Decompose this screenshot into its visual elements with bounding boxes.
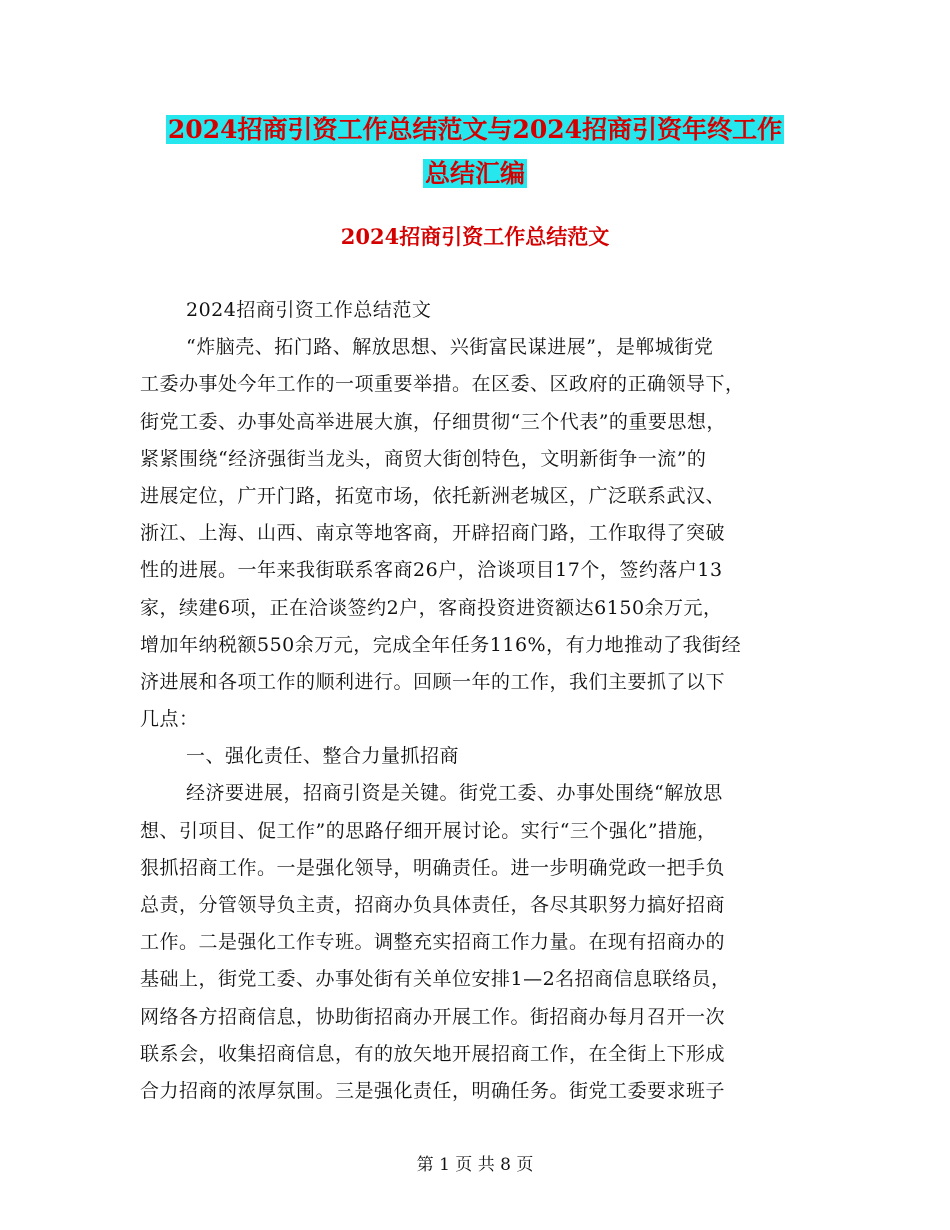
document-title-text-2: 总结汇编: [424, 159, 525, 188]
text-line: 基础上，街党工委、办事处街有关单位安排1—2名招商信息联络员，: [140, 968, 731, 991]
text-line: 总责，分管领导负主责，招商办负具体责任，各尽其职努力搞好招商: [140, 894, 726, 916]
text-line: 工作。二是强化工作专班。调整充实招商工作力量。在现有招商办的: [140, 931, 726, 954]
text-line: 联系会，收集招商信息，有的放矢地开展招商工作，在全街上下形成: [140, 1042, 726, 1065]
text-line: 想、引项目、促工作”的思路仔细开展讨论。实行“三个强化”措施，: [140, 819, 717, 842]
text-line: 济进展和各项工作的顺利进行。回顾一年的工作，我们主要抓了以下: [140, 670, 726, 693]
text-line: “炸脑壳、拓门路、解放思想、兴街富民谋进展”，是郸城街党: [186, 336, 714, 359]
page-footer: 第 1 页 共 8 页: [416, 1155, 534, 1175]
text-line: 增加年纳税额550余万元，完成全年任务116%，有力地推动了我街经: [140, 633, 742, 656]
text-line: 几点：: [140, 708, 199, 731]
text-line: 狠抓招商工作。一是强化领导，明确责任。进一步明确党政一把手负: [140, 856, 726, 879]
text-line: 家，续建6项，正在洽谈签约2户，客商投资进资额达6150余万元，: [140, 596, 723, 619]
text-line: 经济要进展，招商引资是关键。街党工委、办事处围绕“解放思: [186, 782, 723, 805]
document-title-text-1: 2024招商引资工作总结范文与2024招商引资年终工作: [167, 115, 783, 144]
text-line: 网络各方招商信息，协助街招商办开展工作。街招商办每月召开一次: [140, 1005, 726, 1028]
section-heading: 2024招商引资工作总结范文: [340, 224, 610, 249]
text-line: 性的进展。一年来我街联系客商26户，洽谈项目17个，签约落户13: [140, 559, 723, 582]
text-line: 街党工委、办事处高举进展大旗，仔细贯彻“三个代表”的重要思想，: [140, 410, 726, 433]
text-line: 2024招商引资工作总结范文: [186, 299, 432, 321]
subheading-line: 一、强化责任、整合力量抓招商: [186, 745, 460, 768]
text-line: 浙江、上海、山西、南京等地客商，开辟招商门路，工作取得了突破: [140, 522, 726, 545]
text-line: 紧紧围绕“经济强街当龙头，商贸大街创特色，文明新街争一流”的: [140, 447, 707, 470]
document-title-line-2: [0, 154, 950, 194]
text-line: 合力招商的浓厚氛围。三是强化责任，明确任务。街党工委要求班子: [140, 1079, 726, 1102]
text-line: 进展定位，广开门路，拓宽市场，依托新洲老城区，广泛联系武汉、: [140, 484, 726, 507]
body-text: [140, 292, 802, 1110]
document-title-line-1: [0, 110, 950, 150]
text-line: 工委办事处今年工作的一项重要举措。在区委、区政府的正确领导下，: [140, 373, 745, 396]
